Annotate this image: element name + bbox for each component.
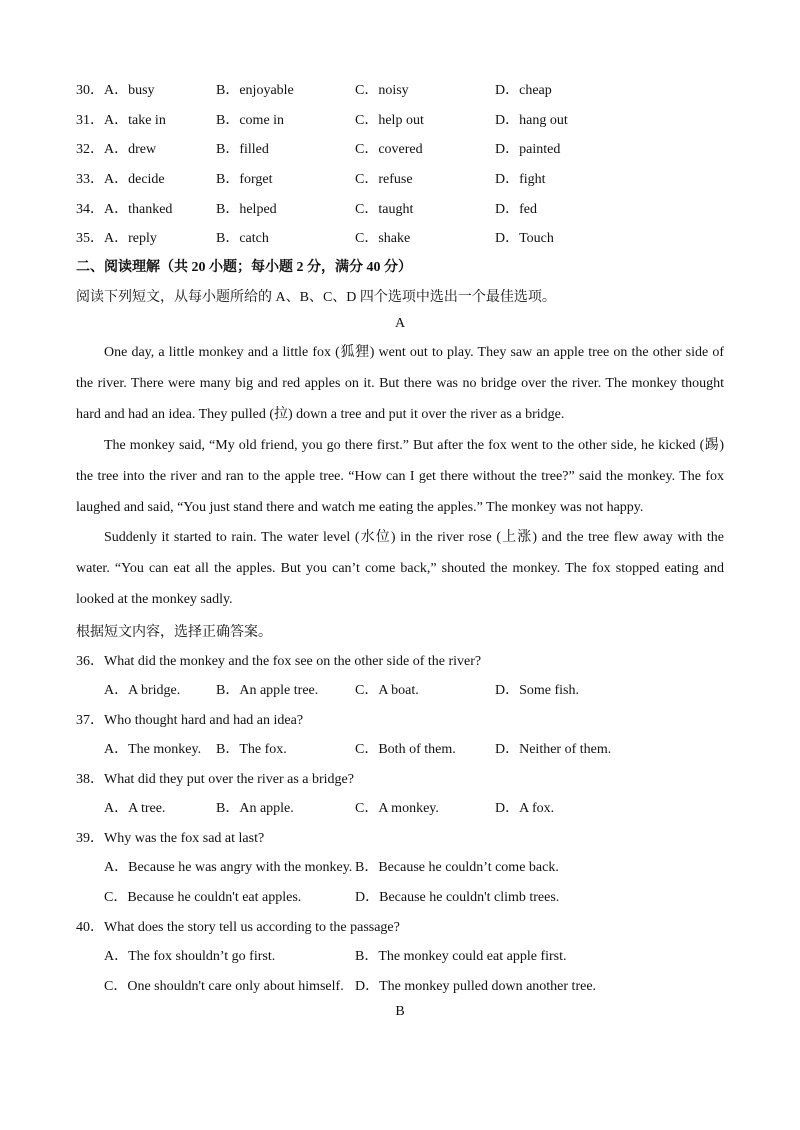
option-b: B．An apple. [216, 801, 294, 816]
option-b: B．catch [216, 231, 269, 246]
option-a: A．A bridge. [104, 683, 181, 698]
option-d: D．fed [495, 202, 537, 217]
option-a: A．Because he was angry with the monkey. [104, 860, 353, 875]
option-d: D．Touch [495, 231, 554, 246]
option-c: C．refuse [355, 172, 413, 187]
option-b: B．enjoyable [216, 83, 294, 98]
option-d: D．The monkey pulled down another tree. [355, 979, 597, 994]
option-c: C．A monkey. [355, 801, 439, 816]
option-c: C．taught [355, 202, 414, 217]
question-stem: 36．What did the monkey and the fox see on the other side of the river? [76, 654, 482, 669]
option-b: B．forget [216, 172, 273, 187]
passage-paragraph: One day, a little monkey and a little fox (狐狸) went out to play. They saw an apple tree on the other side of the river. There were many big and red apples on it. But there was no bridge over the river. The monkey thought hard and had an idea. They pulled (拉) down a tree and put it over the river as a bridge. [76, 345, 724, 422]
question-number: 34． [76, 202, 104, 217]
option-c: C．A boat. [355, 683, 419, 698]
option-d: D．cheap [495, 83, 552, 98]
section-instruction: 阅读下列短文，从每小题所给的 A、B、C、D 四个选项中选出一个最佳选项。 [76, 290, 556, 305]
option-d: D．Because he couldn't climb trees. [355, 890, 560, 905]
option-b: B．filled [216, 142, 269, 157]
question-number: 31． [76, 113, 104, 128]
question-stem: 37．Who thought hard and had an idea? [76, 713, 304, 728]
option-a: A．decide [104, 172, 165, 187]
question-stem: 40．What does the story tell us according to the passage? [76, 920, 400, 935]
option-b: B．The fox. [216, 742, 287, 757]
passage-label-b: B [395, 1004, 405, 1019]
option-d: D．Neither of them. [495, 742, 612, 757]
option-d: D．A fox. [495, 801, 555, 816]
option-b: B．come in [216, 113, 285, 128]
option-c: C．Because he couldn't eat apples. [104, 890, 302, 905]
option-c: C．noisy [355, 83, 409, 98]
question-stem: 38．What did they put over the river as a bridge? [76, 772, 354, 787]
question-number: 30． [76, 83, 104, 98]
option-a: A．The fox shouldn’t go first. [104, 949, 276, 964]
passage-paragraph: The monkey said, “My old friend, you go there first.” But after the fox went to the other side, he kicked (踢) the tree into the river and ran to the apple tree. “How can I get there without the tree?” said the monkey. The fox laughed and said, “You just stand there and watch me eating the apples.” The monkey was not happy. [76, 438, 724, 515]
option-d: D．painted [495, 142, 561, 157]
question-number: 35． [76, 231, 104, 246]
option-d: D．fight [495, 172, 546, 187]
option-a: A．reply [104, 231, 157, 246]
question-instruction: 根据短文内容，选择正确答案。 [76, 625, 272, 640]
option-a: A．A tree. [104, 801, 166, 816]
option-b: B．Because he couldn’t come back. [355, 860, 559, 875]
option-a: A．busy [104, 83, 155, 98]
question-number: 32． [76, 142, 104, 157]
option-c: C．help out [355, 113, 424, 128]
option-a: A．take in [104, 113, 166, 128]
option-c: C．shake [355, 231, 411, 246]
option-a: A．The monkey. [104, 742, 202, 757]
option-b: B．The monkey could eat apple first. [355, 949, 567, 964]
option-b: B．helped [216, 202, 277, 217]
question-number: 33． [76, 172, 104, 187]
option-b: B．An apple tree. [216, 683, 319, 698]
passage-label-a: A [394, 316, 406, 331]
option-a: A．thanked [104, 202, 173, 217]
passage-paragraph: Suddenly it started to rain. The water level (水位) in the river rose (上涨) and the tree flew away with the water. “You can eat all the apples. But you can’t come back,” shouted the monkey. The fox stopped eating and looked at the monkey sadly. [76, 530, 724, 607]
option-d: D．hang out [495, 113, 568, 128]
option-d: D．Some fish. [495, 683, 579, 698]
option-c: C．One shouldn't care only about himself. [104, 979, 344, 994]
option-c: C．covered [355, 142, 423, 157]
option-c: C．Both of them. [355, 742, 456, 757]
option-a: A．drew [104, 142, 157, 157]
section-heading: 二、阅读理解（共 20 小题；每小题 2 分，满分 40 分） [76, 260, 412, 275]
question-stem: 39．Why was the fox sad at last? [76, 831, 265, 846]
